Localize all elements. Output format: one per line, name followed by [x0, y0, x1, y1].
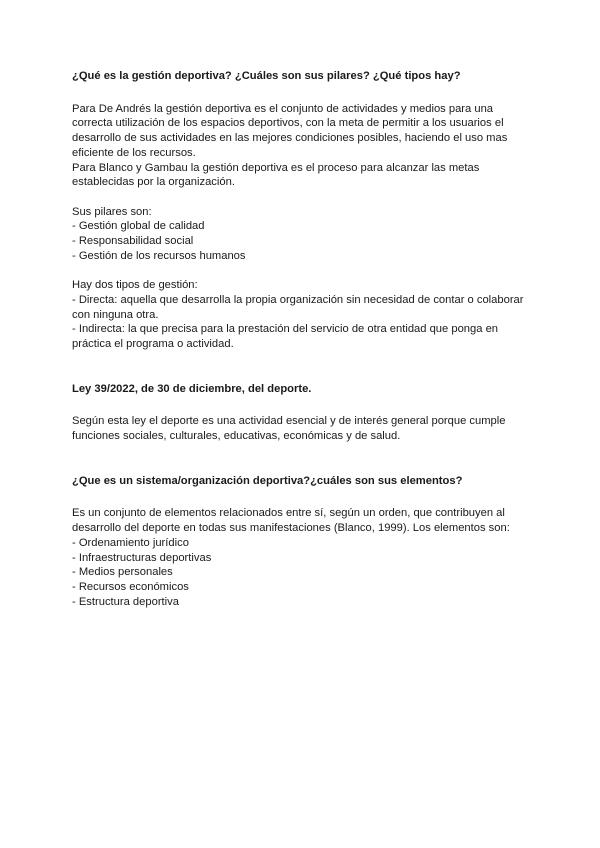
list-item: - Directa: aquella que desarrolla la propia organización sin necesidad de contar o colaborar con ninguna otra. [72, 293, 530, 322]
paragraph-ley-deporte: Según esta ley el deporte es una actividad esencial y de interés general porque cumple funciones sociales, culturales, educativas, económicas y de salud. [72, 415, 506, 443]
paragraph-sistema-deportivo: Es un conjunto de elementos relacionados entre sí, según un orden, que contribuyen al desarrollo del deporte en todas sus manifestaciones (Blanco, 1999). Los elementos son: [72, 507, 510, 535]
section-title-ley-deporte: Ley 39/2022, de 30 de diciembre, del deporte. [72, 382, 312, 395]
pillars-intro: Sus pilares son: [72, 205, 152, 218]
list-item: - Estructura deportiva [72, 595, 530, 610]
list-item: - Recursos económicos [72, 580, 530, 595]
types-intro: Hay dos tipos de gestión: [72, 279, 198, 292]
pillars-list [72, 219, 530, 263]
paragraph-definition-blanco-gambau: Para Blanco y Gambau la gestión deportiva es el proceso para alcanzar las metas establecidas por la organización. [72, 161, 480, 189]
list-item: - Gestión de los recursos humanos [72, 249, 530, 264]
section-title-gestion-deportiva: ¿Qué es la gestión deportiva? ¿Cuáles son sus pilares? ¿Qué tipos hay? [72, 70, 461, 82]
section-title-sistema-deportivo: ¿Que es un sistema/organización deportiva?¿cuáles son sus elementos? [72, 474, 463, 487]
list-item: - Medios personales [72, 565, 530, 580]
elements-list [72, 536, 530, 610]
list-item: - Infraestructuras deportivas [72, 551, 530, 566]
list-item: - Gestión global de calidad [72, 219, 530, 234]
types-list [72, 293, 530, 352]
list-item: - Indirecta: la que precisa para la prestación del servicio de otra entidad que ponga en práctica el programa o actividad. [72, 322, 530, 351]
paragraph-definition-de-andres: Para De Andrés la gestión deportiva es el conjunto de actividades y medios para una correcta utilización de los espacios deportivos, con la meta de permitir a los usuarios el desarrollo de sus actividades en las mejores condiciones posibles, haciendo el uso mas eficiente de los recursos. [72, 102, 508, 159]
list-item: - Ordenamiento jurídico [72, 536, 530, 551]
list-item: - Responsabilidad social [72, 234, 530, 249]
